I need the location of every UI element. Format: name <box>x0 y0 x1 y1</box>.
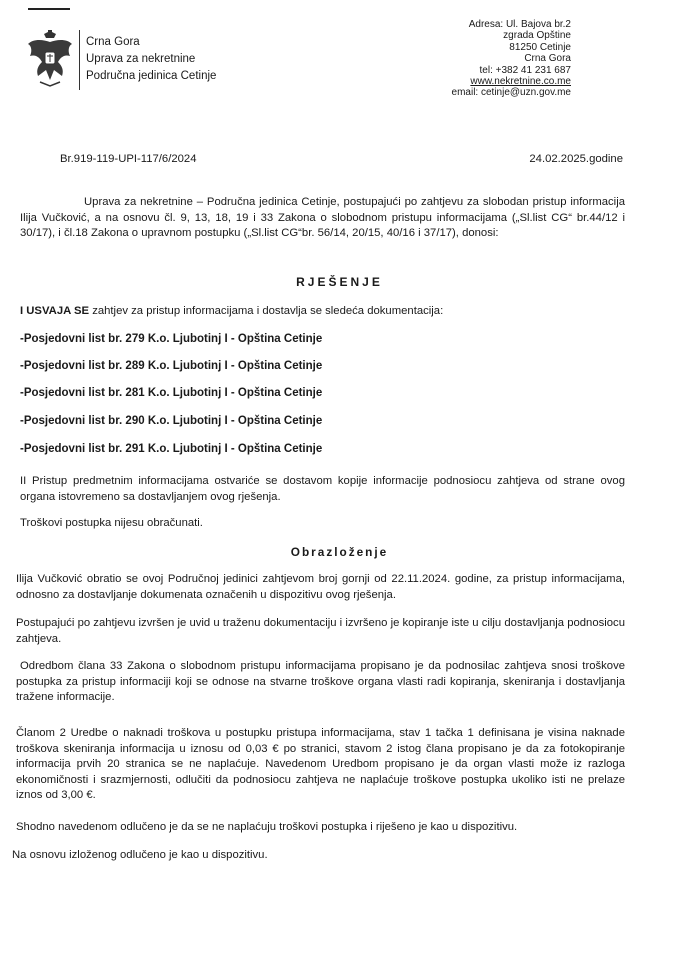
list-item: -Posjedovni list br. 279 K.o. Ljubotinj I - Opština Cetinje <box>20 333 323 345</box>
intro-paragraph: Uprava za nekretnine – Područna jedinica Cetinje, postupajući po zahtjevu za slobodan pristup informacija Ilija Vučković, a na osnovu čl. 9, 13, 18, 19 i 33 Zakona o slobodnom pristupu informacijama („Sl.list CG“ br.44/12 i 30/17), i čl.18 Zakona o upravnom postupku („Sl.list CG“br. 56/14, 20/15, 40/16 i 37/17), donosi: <box>20 196 625 239</box>
address-country: Crna Gora <box>524 53 571 65</box>
address-phone: tel: +382 41 231 687 <box>479 64 571 76</box>
approval-text: zahtjev za pristup informacijama i dostavlja se sledeća dokumentacija: <box>89 305 444 317</box>
reasoning-paragraph: Članom 2 Uredbe o naknadi troškova u postupku pristupa informacijama, stav 1 tačka 1 definisana je visina naknade troškova skeniranja informacija u iznosu od 0,03 € po stranici, stavom 2 istog člana propisano je da za fotokopiranje informacija prvih 20 stranica se ne naplaćuje. Navedenom Uredbom propisano je da organ vlasti može iz razloga ekonomičnosti i srazmjernosti, odlučiti da podnosiocu zahtjeva ne naplaćuje troškove postupka ukoliko isti ne prelaze iznos od 3,00 €. <box>16 727 625 801</box>
list-item: -Posjedovni list br. 281 K.o. Ljubotinj I - Opština Cetinje <box>20 387 323 399</box>
header-divider <box>79 30 80 90</box>
address-building: zgrada Opštine <box>503 30 571 42</box>
list-item: -Posjedovni list br. 290 K.o. Ljubotinj I - Opština Cetinje <box>20 415 323 427</box>
coat-of-arms-icon <box>26 30 74 88</box>
reasoning-title: Obrazloženje <box>290 545 389 559</box>
issuer-unit: Područna jedinica Cetinje <box>86 70 217 82</box>
reasoning-paragraph: Postupajući po zahtjevu izvršen je uvid u traženu dokumentaciju i izvršeno je kopiranje iste u cilju dostavljanja podnosiocu zahtjeva. <box>16 617 625 645</box>
email-line: email: cetinje@uzn.gov.me <box>451 87 571 99</box>
reasoning-paragraph: Shodno navedenom odlučeno je da se ne naplaćuju troškovi postupka i riješeno je kao u dispozitivu. <box>16 821 518 833</box>
reasoning-paragraph: Odredbom člana 33 Zakona o slobodnom pristupu informacijama propisano je da podnosilac zahtjeva snosi troškove postupka za pristup informaciji koji se odnose na stvarne troškove organa vlasti radi kopiranja, skeniranja i dostavljanja tražene informacije. <box>16 660 625 703</box>
address-block <box>452 19 571 99</box>
costs-line: Troškovi postupka nijesu obračunati. <box>20 517 203 529</box>
reasoning-paragraph: Ilija Vučković obratio se ovoj Područnoj jedinici zahtjevom broj gornji od 22.11.2024. godine, za pristup informacijama, odnosno za dostavljanje dokumenata označenih u dispozitivu ovog rješenja. <box>16 573 625 601</box>
approval-line <box>20 305 443 317</box>
list-item: -Posjedovni list br. 291 K.o. Ljubotinj I - Opština Cetinje <box>20 443 323 455</box>
website-link[interactable]: www.nekretnine.co.me <box>470 76 571 88</box>
decision-title: RJEŠENJE <box>296 275 383 289</box>
closing-line: Na osnovu izloženog odlučeno je kao u dispozitivu. <box>12 849 268 861</box>
document-date: 24.02.2025.godine <box>529 153 623 165</box>
section-two: II Pristup predmetnim informacijama ostvariće se dostavom kopije informacije podnosiocu zahtjeva od strane ovog organa istovremeno sa dostavljanjem ovog rješenja. <box>20 475 625 503</box>
approval-bold: I USVAJA SE <box>20 305 90 317</box>
reference-number: Br.919-119-UPI-117/6/2024 <box>60 153 197 165</box>
address-city: 81250 Cetinje <box>509 41 571 53</box>
address-street: Adresa: Ul. Bajova br.2 <box>468 19 571 30</box>
issuer-block <box>86 34 216 85</box>
issuer-agency: Uprava za nekretnine <box>86 53 196 65</box>
list-item: -Posjedovni list br. 289 K.o. Ljubotinj I - Opština Cetinje <box>20 360 323 372</box>
top-rule <box>28 8 70 10</box>
issuer-country: Crna Gora <box>86 36 140 48</box>
